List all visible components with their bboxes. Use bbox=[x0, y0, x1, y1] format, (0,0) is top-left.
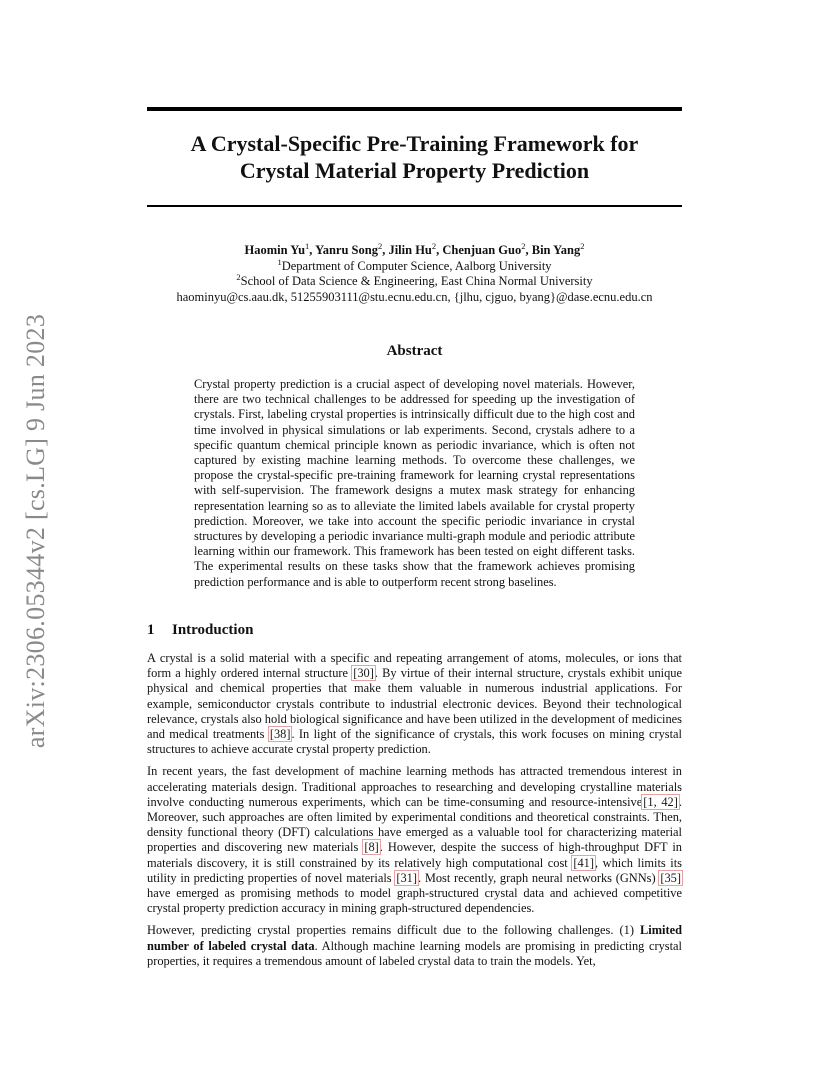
citation-link[interactable]: [35] bbox=[660, 870, 681, 885]
paragraph: In recent years, the fast development of machine learning methods has attracted tremendous interest in accelerating materials design. Traditional approaches to researching and developing crystalline materials involve conducting numerous experiments, which can be time-consuming and resource-intensive[1, 42]. Moreover, such approaches are often limited by experimental conditions and theoretical constraints. Then, density functional theory (DFT) calculations have emerged as a valuable tool for characterizing material properties and discovering new materials [8]. However, despite the success of high-throughput DFT in materials discovery, it is still constrained by its relatively high computational cost [41], which limits its utility in predicting properties of novel materials [31]. Most recently, graph neural networks (GNNs) [35] have emerged as promising methods to model graph-structured crystal data and achieved competitive crystal property prediction accuracy in mining graph-structured dependencies. bbox=[147, 764, 683, 916]
section-body bbox=[147, 651, 682, 976]
author-affil-mark: 2 bbox=[431, 241, 437, 251]
author-name: Chenjuan Guo bbox=[442, 243, 522, 257]
author-affil-mark: 2 bbox=[521, 241, 526, 251]
author-names: Haomin Yu$^1$, Yanru Song$^2$, Jilin Hu$^2$, Chenjuan Guo$^2$, Bin Yang$^2$ bbox=[244, 241, 585, 257]
author-emails: haominyu@cs.aau.dk, 51255903111@stu.ecnu.edu.cn, {jlhu, cjguo, byang}@dase.ecnu.edu.cn bbox=[176, 289, 653, 304]
section-title: Introduction bbox=[172, 622, 254, 638]
section-number: 1 bbox=[147, 622, 155, 638]
citation-link[interactable]: [8] bbox=[364, 840, 379, 855]
author-name: Jilin Hu bbox=[388, 243, 432, 257]
affiliation-1: $^1$Department of Computer Science, Aalborg University bbox=[277, 256, 552, 273]
author-name: Haomin Yu bbox=[244, 243, 306, 257]
paper-title bbox=[147, 130, 682, 184]
bold-phrase: Limited number of labeled crystal data bbox=[147, 923, 682, 953]
arxiv-side-stamp bbox=[22, 296, 50, 766]
author-affil-mark: 1 bbox=[305, 241, 310, 251]
section-heading bbox=[147, 622, 253, 639]
paragraph: However, predicting crystal properties remains difficult due to the following challenges. (1) Limited number of labeled crystal data. Although machine learning models are promising in predicting crystal properties, it requires a tremendous amount of labeled crystal data to train the models. Yet, bbox=[147, 923, 682, 968]
paragraph: A crystal is a solid material with a specific and repeating arrangement of atoms, molecules, or ions that form a highly ordered internal structure [30]. By virtue of their internal structure, crystals exhibit unique physical and chemical properties that make them valuable in numerous industrial applications. For example, semiconductor crystals contribute to industrial electronic devices. Beyond their technological relevance, crystals also hold biological significance and have been utilized in the development of medicines and medical treatments [38]. In light of the significance of crystals, this work focuses on mining crystal structures to achieve accurate crystal property prediction. bbox=[147, 651, 682, 757]
author-name: Bin Yang bbox=[531, 243, 581, 257]
abstract-heading: Abstract bbox=[386, 343, 443, 359]
title-line-1: A Crystal-Specific Pre-Training Framework for bbox=[190, 131, 639, 156]
affiliation-2: $^2$School of Data Science & Engineering, East China Normal University bbox=[236, 272, 593, 288]
citation-link[interactable]: [41] bbox=[573, 855, 594, 870]
abstract-text: Crystal property prediction is a crucial aspect of developing novel materials. However, there are two technical challenges to be addressed for speeding up the investigation of crystals. First, labeling crystal properties is intrinsically difficult due to the high cost and time involved in physical simulations or lab experiments. Second, crystals adhere to a specific quantum chemical principle known as periodic invariance, which is often not captured by existing machine learning methods. To overcome these challenges, we propose the crystal-specific pre-training framework for learning crystal representations with self-supervision. The framework designs a mutex mask strategy for enhancing representation learning so as to alleviate the limited labels available for crystal property prediction. Moreover, we take into account the specific periodic invariance in crystal structures by developing a periodic invariance multi-graph module and periodic attribute learning within our framework. This framework has been tested on eight different tasks. The experimental results on these tasks show that the framework achieves promising prediction performance and is able to outperform recent strong baselines. bbox=[194, 377, 635, 589]
title-rule-bottom bbox=[147, 205, 682, 207]
author-affil-mark: 2 bbox=[580, 241, 585, 251]
title-rule-top bbox=[147, 107, 682, 111]
author-block bbox=[140, 243, 689, 305]
author-affil-mark: 2 bbox=[377, 241, 383, 251]
citation-link[interactable]: [38] bbox=[269, 727, 291, 742]
citation-link[interactable]: [31] bbox=[396, 870, 417, 885]
citation-link[interactable]: [30] bbox=[353, 666, 374, 681]
title-line-2: Crystal Material Property Prediction bbox=[239, 158, 590, 183]
citation-link[interactable]: [1, 42] bbox=[643, 794, 678, 809]
arxiv-stamp-text: arXiv:2306.05344v2 [cs.LG] 9 Jun 2023 bbox=[21, 313, 50, 749]
author-name: Yanru Song bbox=[315, 243, 378, 257]
